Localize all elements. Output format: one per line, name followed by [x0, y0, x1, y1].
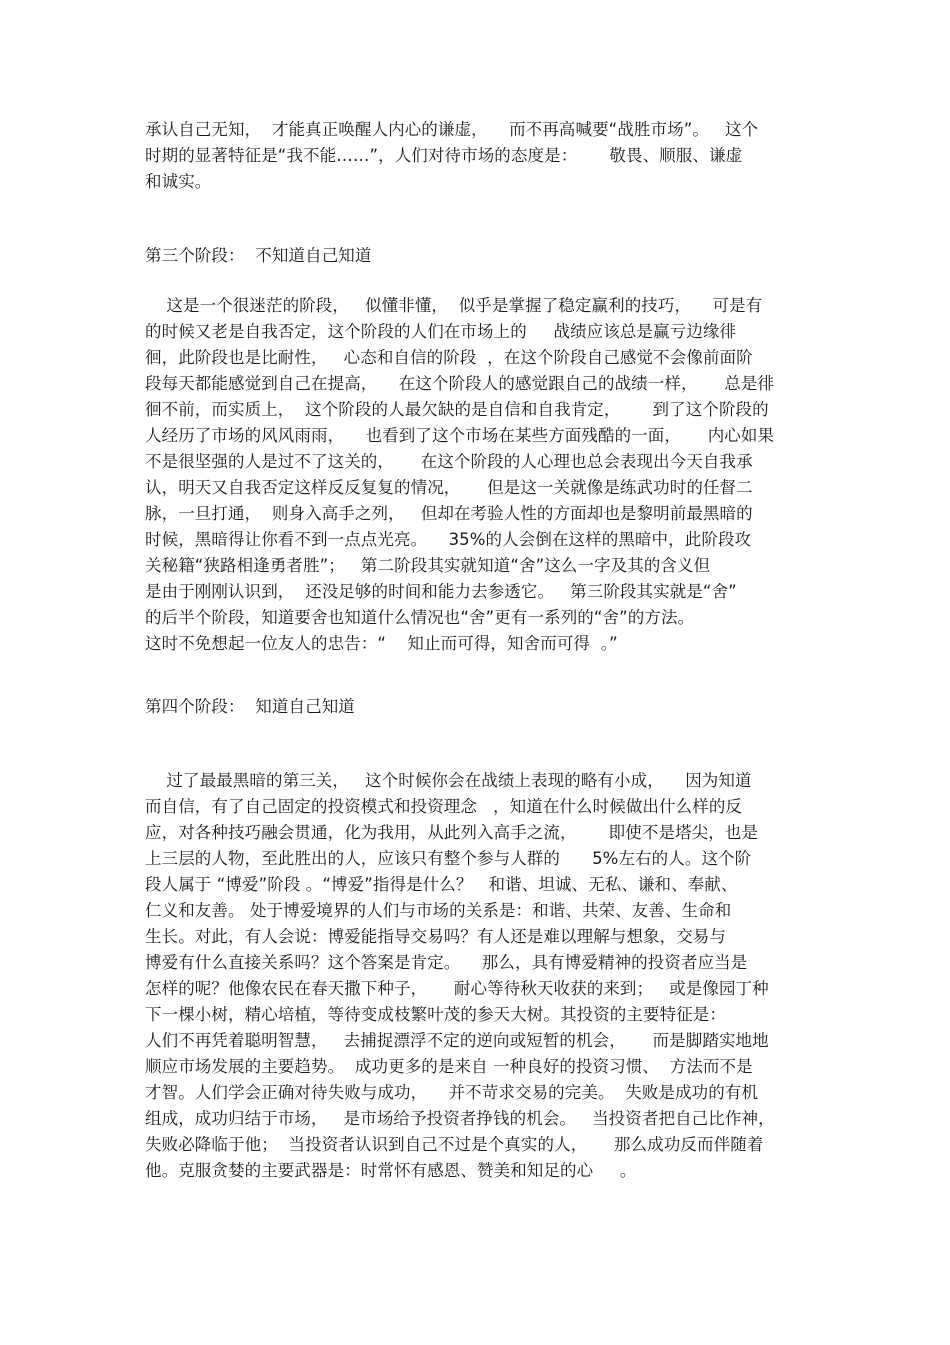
text-line: 才智。人们学会正确对待失败与成功， 并不苛求交易的完美。 失败是成功的有机: [145, 1083, 759, 1102]
text-line: 而自信，有了自己固定的投资模式和投资理念 ，知道在什么时候做出什么样的反: [145, 797, 743, 816]
text-line: 下一棵小树，精心培植，等待变成枝繁叶茂的参天大树。其投资的主要特征是：: [145, 1005, 726, 1024]
paragraph-stage-two-end: [145, 117, 815, 195]
text-line: 这是一个很迷茫的阶段， 似懂非懂， 似乎是掌握了稳定赢利的技巧， 可是有: [145, 296, 763, 315]
text-line: 认，明天又自我否定这样反反复复的情况， 但是这一关就像是练武功时的任督二: [145, 478, 753, 497]
text-line: 顺应市场发展的主要趋势。 成功更多的是来自 一种良好的投资习惯、 方法而不是: [145, 1057, 753, 1076]
text-line: 过了最最黑暗的第三关， 这个时候你会在战绩上表现的略有小成， 因为知道: [145, 771, 752, 790]
text-line: 生长。对此，有人会说：博爱能指导交易吗？有人还是难以理解与想象，交易与: [145, 927, 726, 946]
text-line: 应，对各种技巧融会贯通，化为我用，从此列入高手之流， 即使不是塔尖，也是: [145, 823, 759, 842]
paragraph-stage-three: [145, 293, 815, 657]
text-line: 段人属于 “博爱”阶段 。“博爱”指得是什么？ 和谐、坦诚、无私、谦和、奉献、: [145, 875, 738, 894]
text-line: 脉，一旦打通， 则身入高手之列， 但却在考验人性的方面却也是黎明前最黑暗的: [145, 504, 753, 523]
text-line: 的时候又老是自我否定，这个阶段的人们在市场上的 战绩应该总是赢亏边缘徘: [145, 322, 737, 341]
text-line: 怎样的呢？他像农民在春天撒下种子， 耐心等待秋天收获的来到； 或是像园丁种: [145, 979, 769, 998]
text-line: 不是很坚强的人是过不了这关的， 在这个阶段的人心理也总会表现出今天自我承: [145, 452, 753, 471]
section-heading: 第三个阶段： 不知道自己知道: [145, 246, 372, 265]
section-heading: 第四个阶段： 知道自己知道: [145, 697, 355, 716]
text-line: 组成，成功归结于市场， 是市场给予投资者挣钱的机会。 当投资者把自己比作神，: [145, 1109, 775, 1128]
text-line: 是由于刚刚认识到， 还没足够的时间和能力去参透它。 第三阶段其实就是“舍”: [145, 582, 737, 601]
text-line: 徊不前，而实质上， 这个阶段的人最欠缺的是自信和自我肯定， 到了这个阶段的: [145, 400, 769, 419]
text-line: 的后半个阶段，知道要舍也知道什么情况也“舍”更有一系列的“舍”的方法。: [145, 608, 695, 627]
text-line: 徊，此阶段也是比耐性， 心态和自信的阶段 ，在这个阶段自己感觉不会像前面阶: [145, 348, 753, 367]
text-line: 段每天都能感觉到自己在提高， 在这个阶段人的感觉跟自己的战绩一样， 总是徘: [145, 374, 775, 393]
text-line: 承认自己无知， 才能真正唤醒人内心的谦虚， 而不再高喊要“战胜市场”。 这个: [145, 120, 759, 139]
text-line: 失败必降临于他； 当投资者认识到自己不过是个真实的人， 那么成功反而伴随着: [145, 1135, 764, 1154]
text-line: 人们不再凭着聪明智慧， 去捕捉漂浮不定的逆向或短暂的机会， 而是脚踏实地地: [145, 1031, 769, 1050]
text-line: 他。克服贪婪的主要武器是：时常怀有感恩、赞美和知足的心 。: [145, 1161, 637, 1180]
text-line: 时候，黑暗得让你看不到一点点光亮。 35%的人会倒在这样的黑暗中，此阶段攻: [145, 530, 752, 549]
text-line: 上三层的人物，至此胜出的人，应该只有整个参与人群的 5%左右的人。这个阶: [145, 849, 752, 868]
text-line: 时期的显著特征是“我不能……”，人们对待市场的态度是： 敬畏、顺服、谦虚: [145, 146, 743, 165]
text-line: 仁义和友善。 处于博爱境界的人们与市场的关系是：和谐、共荣、友善、生命和: [145, 901, 732, 920]
section-heading-stage-four: [145, 694, 815, 720]
section-heading-stage-three: [145, 243, 815, 269]
paragraph-stage-four: [145, 768, 815, 1184]
text-line: 这时不免想起一位友人的忠告：“ 知止而可得，知舍而可得 。”: [145, 634, 618, 653]
text-line: 人经历了市场的风风雨雨， 也看到了这个市场在某些方面残酷的一面， 内心如果: [145, 426, 775, 445]
text-line: 关秘籍“狭路相逢勇者胜”； 第二阶段其实就知道“舍”这么一字及其的含义但: [145, 556, 711, 575]
text-line: 和诚实。: [145, 172, 212, 191]
text-line: 博爱有什么直接关系吗？这个答案是肯定。 那么，具有博爱精神的投资者应当是: [145, 953, 748, 972]
